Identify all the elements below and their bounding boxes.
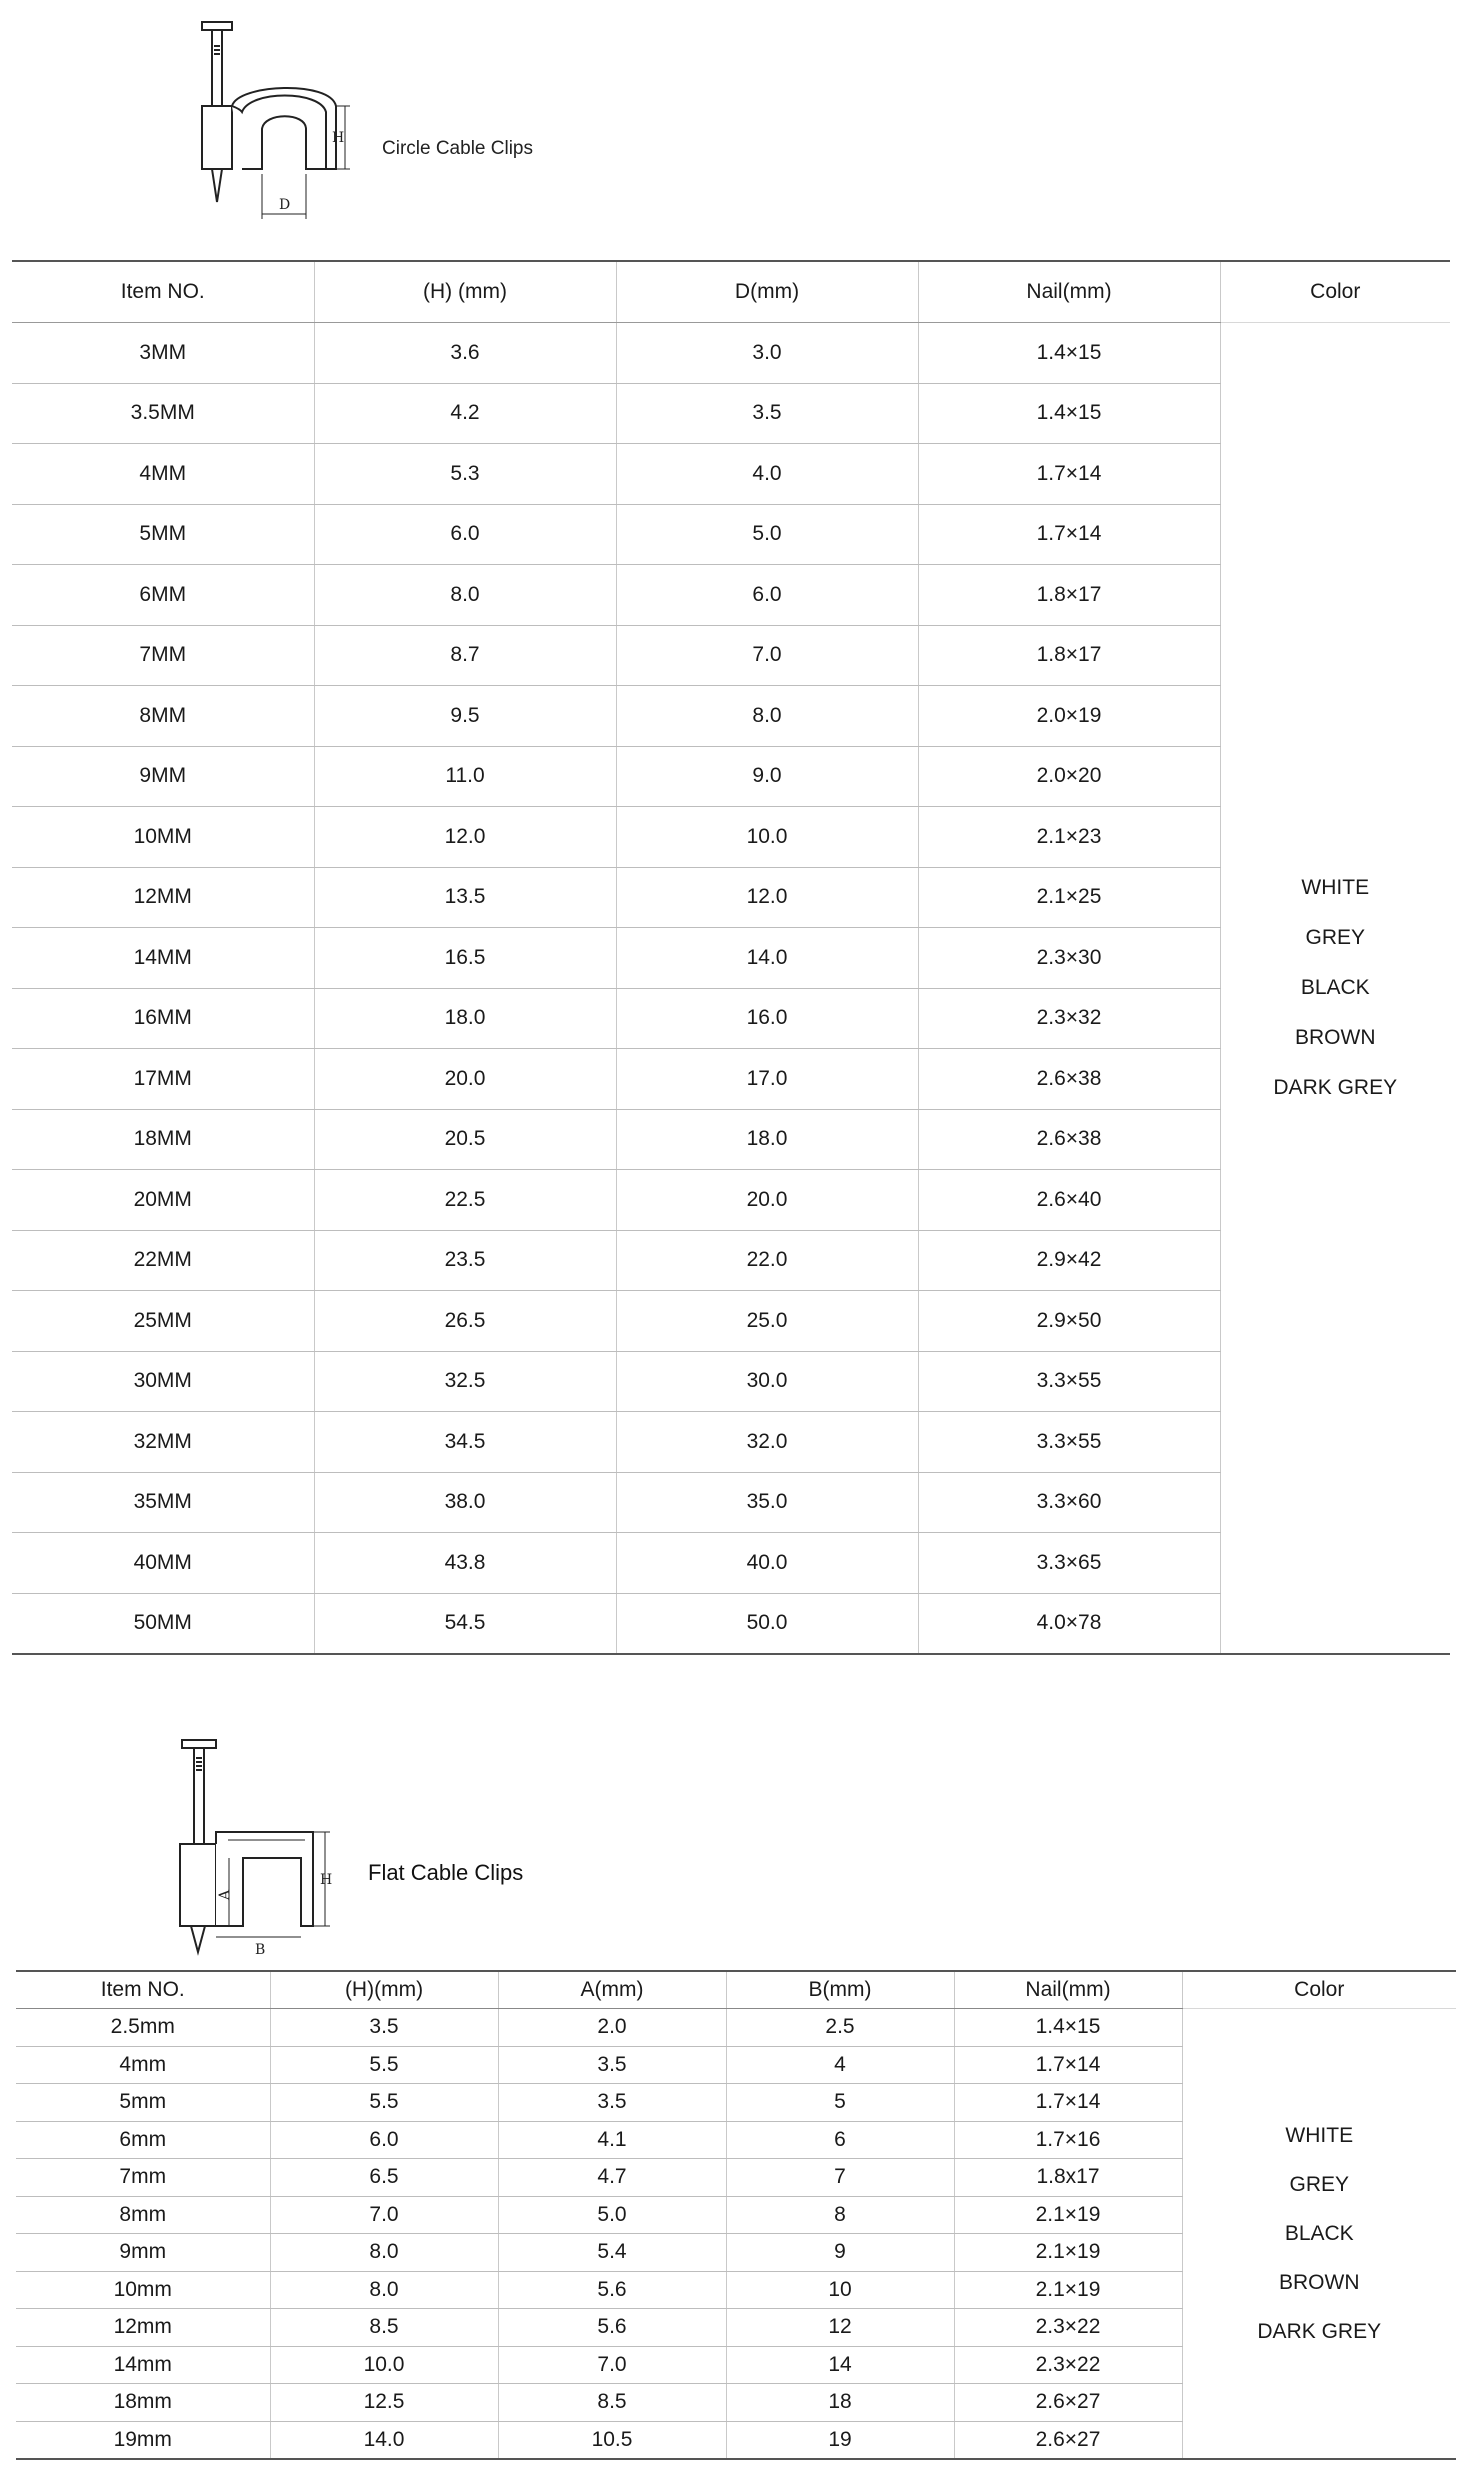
table-cell: 14.0 [616, 928, 918, 989]
table-cell: 32MM [12, 1412, 314, 1473]
table-cell: 50.0 [616, 1593, 918, 1654]
table-cell: 19mm [16, 2421, 270, 2459]
color-option: WHITE [1285, 2124, 1354, 2147]
circle-clip-diagram [180, 14, 360, 224]
table-cell: 12mm [16, 2309, 270, 2347]
color-option: BLACK [1300, 976, 1370, 999]
table-cell: 4.1 [498, 2121, 726, 2159]
table-cell: 7mm [16, 2159, 270, 2197]
color-option: DARK GREY [1273, 1076, 1398, 1099]
table-cell: 7.0 [498, 2346, 726, 2384]
table-cell: 3.6 [314, 323, 616, 384]
table-cell: 17.0 [616, 1049, 918, 1110]
table-cell: 25.0 [616, 1291, 918, 1352]
table-cell: 5mm [16, 2084, 270, 2122]
table-cell: 12.0 [616, 867, 918, 928]
table-cell: 6mm [16, 2121, 270, 2159]
table-cell: 3.3×55 [918, 1412, 1220, 1473]
color-option: WHITE [1301, 876, 1370, 899]
column-header: Nail(mm) [954, 1971, 1182, 2009]
table-cell: 2.6×38 [918, 1109, 1220, 1170]
table-cell: 2.1×19 [954, 2234, 1182, 2272]
table-cell: 22.0 [616, 1230, 918, 1291]
column-header: B(mm) [726, 1971, 954, 2009]
table-cell: 10mm [16, 2271, 270, 2309]
color-options-cell [1220, 323, 1450, 1655]
table-cell: 9mm [16, 2234, 270, 2272]
table-cell: 6.0 [616, 565, 918, 626]
table-cell: 4MM [12, 444, 314, 505]
table-cell: 5.3 [314, 444, 616, 505]
table-row [16, 2009, 1456, 2047]
table-cell: 1.8×17 [918, 565, 1220, 626]
table-cell: 2.1×19 [954, 2271, 1182, 2309]
table-cell: 14MM [12, 928, 314, 989]
table-cell: 14mm [16, 2346, 270, 2384]
flat-clips-table [16, 1970, 1456, 2460]
color-option: GREY [1289, 2173, 1349, 2196]
table-cell: 43.8 [314, 1533, 616, 1594]
table-cell: 10.0 [270, 2346, 498, 2384]
table-cell: 10.5 [498, 2421, 726, 2459]
table-cell: 11.0 [314, 746, 616, 807]
table-cell: 12.5 [270, 2384, 498, 2422]
table-cell: 9.5 [314, 686, 616, 747]
table-cell: 7.0 [616, 625, 918, 686]
circle-clips-table [12, 260, 1450, 1655]
table-cell: 5.5 [270, 2046, 498, 2084]
column-header: Item NO. [12, 261, 314, 323]
table-cell: 3.5 [498, 2084, 726, 2122]
table-cell: 3.5 [616, 383, 918, 444]
table-cell: 1.4×15 [918, 383, 1220, 444]
table-cell: 2.5mm [16, 2009, 270, 2047]
table-cell: 8 [726, 2196, 954, 2234]
table-cell: 40MM [12, 1533, 314, 1594]
table-cell: 9MM [12, 746, 314, 807]
table-row [12, 323, 1450, 384]
table-header-row [16, 1971, 1456, 2009]
table-cell: 2.6×38 [918, 1049, 1220, 1110]
column-header: Item NO. [16, 1971, 270, 2009]
table-cell: 22.5 [314, 1170, 616, 1231]
table-cell: 18 [726, 2384, 954, 2422]
table-cell: 22MM [12, 1230, 314, 1291]
table-cell: 20.5 [314, 1109, 616, 1170]
table-cell: 8.5 [498, 2384, 726, 2422]
table-cell: 6.0 [314, 504, 616, 565]
table-cell: 18.0 [314, 988, 616, 1049]
table-cell: 35MM [12, 1472, 314, 1533]
table-cell: 5.6 [498, 2309, 726, 2347]
table-cell: 6 [726, 2121, 954, 2159]
table-cell: 3.3×55 [918, 1351, 1220, 1412]
table-cell: 3.0 [616, 323, 918, 384]
table-cell: 2.6×40 [918, 1170, 1220, 1231]
table-cell: 8mm [16, 2196, 270, 2234]
table-cell: 12 [726, 2309, 954, 2347]
table-cell: 1.7×14 [918, 444, 1220, 505]
table-cell: 20.0 [616, 1170, 918, 1231]
table-cell: 14 [726, 2346, 954, 2384]
table-cell: 2.3×32 [918, 988, 1220, 1049]
color-option: GREY [1305, 926, 1365, 949]
table-cell: 2.3×30 [918, 928, 1220, 989]
flat-clips-title: Flat Cable Clips [368, 1860, 524, 1885]
table-cell: 2.6×27 [954, 2421, 1182, 2459]
table-cell: 5.4 [498, 2234, 726, 2272]
table-cell: 1.4×15 [918, 323, 1220, 384]
table-cell: 2.1×19 [954, 2196, 1182, 2234]
table-cell: 8.0 [270, 2271, 498, 2309]
column-header: Color [1220, 261, 1450, 323]
table-cell: 4.2 [314, 383, 616, 444]
column-header: A(mm) [498, 1971, 726, 2009]
table-cell: 8.7 [314, 625, 616, 686]
column-header: (H) (mm) [314, 261, 616, 323]
table-cell: 32.5 [314, 1351, 616, 1412]
table-cell: 2.9×42 [918, 1230, 1220, 1291]
table-cell: 8.5 [270, 2309, 498, 2347]
table-cell: 20MM [12, 1170, 314, 1231]
table-cell: 1.8x17 [954, 2159, 1182, 2197]
table-cell: 2.0×20 [918, 746, 1220, 807]
table-cell: 13.5 [314, 867, 616, 928]
table-cell: 6MM [12, 565, 314, 626]
table-cell: 1.8×17 [918, 625, 1220, 686]
table-cell: 3.5 [498, 2046, 726, 2084]
table-cell: 4.0×78 [918, 1593, 1220, 1654]
table-cell: 5.5 [270, 2084, 498, 2122]
dimension-a-label: A [217, 1889, 233, 1900]
table-cell: 4.0 [616, 444, 918, 505]
color-option: BROWN [1295, 1026, 1376, 1049]
flat-clip-diagram [165, 1732, 355, 1957]
table-cell: 18MM [12, 1109, 314, 1170]
table-cell: 8.0 [314, 565, 616, 626]
table-cell: 18.0 [616, 1109, 918, 1170]
table-cell: 3.5 [270, 2009, 498, 2047]
table-cell: 17MM [12, 1049, 314, 1110]
table-cell: 4 [726, 2046, 954, 2084]
table-cell: 5 [726, 2084, 954, 2122]
table-cell: 34.5 [314, 1412, 616, 1473]
table-cell: 9.0 [616, 746, 918, 807]
table-cell: 30MM [12, 1351, 314, 1412]
table-cell: 4mm [16, 2046, 270, 2084]
table-cell: 12.0 [314, 807, 616, 868]
table-cell: 2.1×23 [918, 807, 1220, 868]
table-cell: 1.4×15 [954, 2009, 1182, 2047]
table-cell: 1.7×14 [954, 2046, 1182, 2084]
table-cell: 2.0×19 [918, 686, 1220, 747]
table-cell: 50MM [12, 1593, 314, 1654]
table-cell: 1.7×14 [954, 2084, 1182, 2122]
table-cell: 2.3×22 [954, 2309, 1182, 2347]
table-cell: 30.0 [616, 1351, 918, 1412]
table-cell: 3.3×60 [918, 1472, 1220, 1533]
table-cell: 8.0 [270, 2234, 498, 2272]
color-option: DARK GREY [1257, 2320, 1382, 2343]
dimension-d-label: D [279, 197, 291, 213]
table-cell: 2.9×50 [918, 1291, 1220, 1352]
table-cell: 3.3×65 [918, 1533, 1220, 1594]
table-cell: 2.3×22 [954, 2346, 1182, 2384]
table-cell: 14.0 [270, 2421, 498, 2459]
dimension-h-label: H [320, 1872, 333, 1888]
table-cell: 38.0 [314, 1472, 616, 1533]
table-cell: 20.0 [314, 1049, 616, 1110]
table-cell: 7MM [12, 625, 314, 686]
table-cell: 16MM [12, 988, 314, 1049]
table-cell: 4.7 [498, 2159, 726, 2197]
table-cell: 1.7×14 [918, 504, 1220, 565]
table-cell: 26.5 [314, 1291, 616, 1352]
table-header-row [12, 261, 1450, 323]
table-cell: 8MM [12, 686, 314, 747]
table-cell: 2.5 [726, 2009, 954, 2047]
circle-clips-title: Circle Cable Clips [382, 138, 533, 159]
table-cell: 10.0 [616, 807, 918, 868]
table-cell: 32.0 [616, 1412, 918, 1473]
table-cell: 19 [726, 2421, 954, 2459]
table-cell: 25MM [12, 1291, 314, 1352]
dimension-h-label: H [332, 130, 345, 146]
color-option: BLACK [1284, 2222, 1354, 2245]
table-cell: 9 [726, 2234, 954, 2272]
column-header: (H)(mm) [270, 1971, 498, 2009]
column-header: D(mm) [616, 261, 918, 323]
table-cell: 10 [726, 2271, 954, 2309]
table-cell: 5.6 [498, 2271, 726, 2309]
table-cell: 7.0 [270, 2196, 498, 2234]
table-cell: 5.0 [616, 504, 918, 565]
table-cell: 10MM [12, 807, 314, 868]
table-cell: 6.0 [270, 2121, 498, 2159]
table-cell: 6.5 [270, 2159, 498, 2197]
table-cell: 16.5 [314, 928, 616, 989]
table-cell: 16.0 [616, 988, 918, 1049]
color-list [1183, 2111, 1457, 2356]
table-cell: 40.0 [616, 1533, 918, 1594]
table-cell: 2.6×27 [954, 2384, 1182, 2422]
table-cell: 35.0 [616, 1472, 918, 1533]
table-cell: 18mm [16, 2384, 270, 2422]
column-header: Color [1182, 1971, 1456, 2009]
table-cell: 2.0 [498, 2009, 726, 2047]
table-cell: 12MM [12, 867, 314, 928]
table-cell: 54.5 [314, 1593, 616, 1654]
table-cell: 5MM [12, 504, 314, 565]
color-option: BROWN [1279, 2271, 1360, 2294]
table-cell: 5.0 [498, 2196, 726, 2234]
dimension-b-label: B [255, 1942, 266, 1957]
table-cell: 23.5 [314, 1230, 616, 1291]
color-options-cell [1182, 2009, 1456, 2460]
table-cell: 1.7×16 [954, 2121, 1182, 2159]
table-cell: 3.5MM [12, 383, 314, 444]
table-cell: 2.1×25 [918, 867, 1220, 928]
table-cell: 7 [726, 2159, 954, 2197]
table-cell: 3MM [12, 323, 314, 384]
column-header: Nail(mm) [918, 261, 1220, 323]
table-cell: 8.0 [616, 686, 918, 747]
color-list [1221, 863, 1451, 1113]
